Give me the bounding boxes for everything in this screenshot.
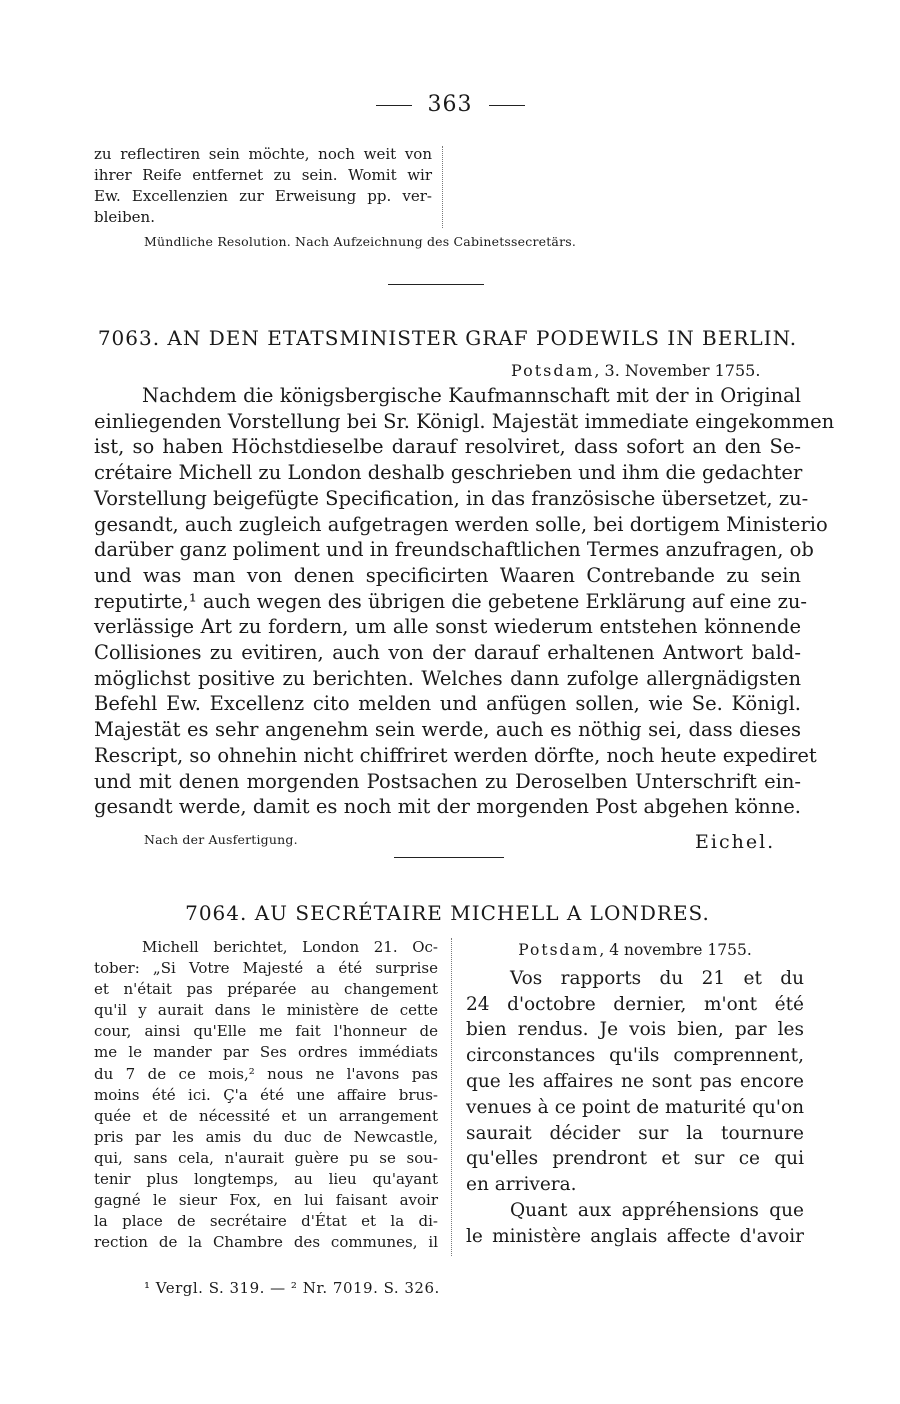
text-line: qu'il y aurait dans le ministère de cette <box>94 1001 438 1020</box>
text-line: tenir plus longtemps, au lieu qu'ayant <box>94 1170 438 1189</box>
text-line: tober: „Si Votre Majesté a été surprise <box>94 959 438 978</box>
text-line: und mit denen morgenden Postsachen zu Deroselben Unterschrift ein- <box>94 769 801 793</box>
text-line: circonstances qu'ils comprennent, <box>466 1045 804 1067</box>
text-line: venues à ce point de maturité qu'on <box>466 1096 804 1118</box>
text-line: la place de secrétaire d'État et la di- <box>94 1212 438 1231</box>
section-divider <box>388 284 484 285</box>
section-divider <box>394 857 504 858</box>
text-line: gagné le sieur Fox, en lui faisant avoir <box>94 1191 438 1210</box>
text-line: que les affaires ne sont pas encore <box>466 1070 804 1092</box>
text-line: und was man von denen specificirten Waaren Contrebande zu sein <box>94 563 801 587</box>
text-line: quée et de nécessité et un arrangement <box>94 1106 438 1125</box>
text-line: Nachdem die königsbergische Kaufmannschaft mit der in Original <box>142 384 801 407</box>
text-line: rection de la Chambre des communes, il <box>94 1233 438 1252</box>
text-line: verlässige Art zu fordern, um alle sonst wiederum entstehen könnende <box>94 615 801 639</box>
text-line: Collisiones zu evitiren, auch von der darauf erhaltenen Antwort bald- <box>94 641 801 665</box>
text-line: Quant aux appréhensions que <box>510 1199 804 1221</box>
text-line: crétaire Michell zu London deshalb geschrieben und ihm die gedachter <box>94 461 803 485</box>
continuation-text <box>94 144 432 228</box>
text-line: ihrer Reife entfernet zu sein. Womit wir <box>94 166 432 184</box>
text-line: qui, sans cela, n'aurait guère pu se sou- <box>94 1148 438 1167</box>
letter-7063-body <box>94 383 835 820</box>
letter-7064-heading: 7064. AU SECRÉTAIRE MICHELL A LONDRES. <box>185 901 710 925</box>
text-line: Michell berichtet, London 21. Oc- <box>142 938 438 956</box>
text-line: gesandt, auch zugleich aufgetragen werden solle, bei dortigem Ministerio <box>94 512 828 536</box>
text-line: en arrivera. <box>466 1174 577 1196</box>
column-separator <box>442 146 443 228</box>
text-line: Vos rapports du 21 et du <box>510 967 804 989</box>
place-name: Potsdam <box>511 361 595 380</box>
column-separator <box>451 938 452 1256</box>
text-line: ist, so haben Höchstdieselbe darauf resolviret, dass sofort an den Se- <box>94 435 801 459</box>
text-line: et n'était pas préparée au changement <box>94 980 438 999</box>
text-line: bleiben. <box>94 208 155 226</box>
text-line: 24 d'octobre dernier, m'ont été <box>466 993 804 1015</box>
continuation-source-note: Mündliche Resolution. Nach Aufzeichnung des Cabinetssecretärs. <box>144 234 577 249</box>
letter-7063-signature: Eichel. <box>695 831 776 853</box>
text-line: einliegenden Vorstellung bei Sr. Königl. Majestät immediate eingekommen <box>94 409 835 433</box>
header-dash-right <box>489 105 525 106</box>
date-text: , 3. November 1755. <box>594 361 761 380</box>
text-line: zu reflectiren sein möchte, noch weit von <box>94 145 432 163</box>
text-line: me le mander par Ses ordres immédiats <box>94 1043 438 1062</box>
letter-7064-summary-column <box>94 937 438 1253</box>
text-line: möglichst positive zu berichten. Welches dann zufolge allergnädigsten <box>94 666 801 690</box>
date-text: , 4 novembre 1755. <box>599 941 752 959</box>
text-line: gesandt werde, damit es noch mit der morgenden Post abgehen könne. <box>94 795 801 819</box>
place-name: Potsdam <box>518 941 600 959</box>
text-line: qu'elles prendront et sur ce qui <box>466 1148 804 1170</box>
letter-7063-dateline <box>511 361 760 380</box>
text-line: bien rendus. Je vois bien, par les <box>466 1019 804 1041</box>
text-line: Ew. Excellenzien zur Erweisung pp. ver- <box>94 187 432 205</box>
letter-7063-heading: 7063. AN DEN ETATSMINISTER GRAF PODEWILS IN BERLIN. <box>97 326 798 350</box>
letter-7063-source-note: Nach der Ausfertigung. <box>144 832 298 847</box>
text-line: cour, ainsi qu'Elle me fait l'honneur de <box>94 1022 438 1041</box>
page-header <box>0 92 900 117</box>
text-line: Vorstellung beigefügte Specification, in das französische übersetzet, zu- <box>94 486 809 510</box>
text-line: le ministère anglais affecte d'avoir <box>466 1225 804 1247</box>
text-line: du 7 de ce mois,² nous ne l'avons pas <box>94 1064 438 1083</box>
letter-7064-dateline <box>466 938 804 964</box>
text-line: darüber ganz poliment und in freundschaftlichen Termes anzufragen, ob <box>94 538 814 562</box>
header-dash-left <box>376 105 412 106</box>
letter-7064-body-column <box>466 938 804 1250</box>
text-line: Befehl Ew. Excellenz cito melden und anfügen sollen, wie Se. Königl. <box>94 692 801 716</box>
text-line: moins été ici. Ç'a été une affaire brus- <box>94 1085 438 1104</box>
text-line: Rescript, so ohnehin nicht chiffriret werden dörfte, noch heute expediret <box>94 743 817 767</box>
text-line: Majestät es sehr angenehm sein werde, auch es nöthig sei, dass dieses <box>94 718 801 742</box>
page-number: 363 <box>427 92 473 117</box>
text-line: pris par les amis du duc de Newcastle, <box>94 1127 438 1146</box>
footnotes: ¹ Vergl. S. 319. — ² Nr. 7019. S. 326. <box>144 1279 440 1297</box>
text-line: saurait décider sur la tournure <box>466 1122 804 1144</box>
text-line: reputirte,¹ auch wegen des übrigen die gebetene Erklärung auf eine zu- <box>94 589 807 613</box>
